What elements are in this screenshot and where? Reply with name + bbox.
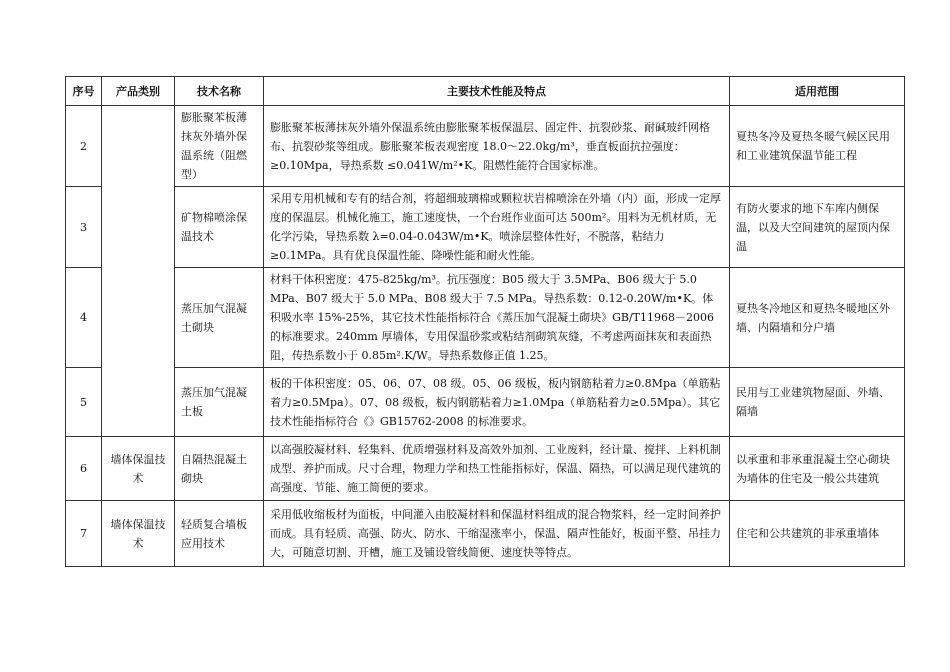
header-category: 产品类别 bbox=[102, 77, 175, 106]
row-number: 4 bbox=[66, 268, 102, 368]
application-scope: 民用与工业建筑物屋面、外墙、隔墙 bbox=[730, 368, 905, 437]
application-scope: 住宅和公共建筑的非承重墙体 bbox=[730, 501, 905, 567]
row-number: 7 bbox=[66, 501, 102, 567]
header-no: 序号 bbox=[66, 77, 102, 106]
table-row bbox=[66, 187, 905, 268]
application-scope: 夏热冬冷地区和夏热冬暖地区外墙、内隔墙和分户墙 bbox=[730, 268, 905, 368]
technology-name: 膨胀聚苯板薄抹灰外墙外保温系统（阻燃型） bbox=[175, 106, 264, 187]
table-header-row bbox=[66, 77, 905, 106]
technology-name: 矿物棉喷涂保温技术 bbox=[175, 187, 264, 268]
technology-features: 以高强胶凝材料、轻集料、优质增强材料及高效外加剂、工业废料，经计量、搅拌、上料机制成型、养护而成。尺寸合理，物理力学和热工性能指标好，保温、隔热，可以满足现代建筑的高强度、节能、施工简便的要求。 bbox=[264, 437, 730, 501]
technology-features: 采用低收缩板材为面板，中间灌入由胶凝材料和保温材料组成的混合物浆料，经一定时间养护而成。具有轻质、高强、防火、防水、干缩湿涨率小，保温、隔声性能好，板面平整、吊挂力大，可随意切割、开槽，施工及铺设管线简便、速度快等特点。 bbox=[264, 501, 730, 567]
technology-features: 采用专用机械和专有的结合剂，将超细玻璃棉或颗粒状岩棉喷涂在外墙（内）面，形成一定厚度的保温层。机械化施工，施工速度快，一个台班作业面可达 500m²。用料为无机材质，无化学污染，导热系数 λ=0.04-0.043W/m•K。喷涂层整体性好，不脱落，粘结力≥0.1MPa。具有优良保温性能、降噪性能和耐火性能。 bbox=[264, 187, 730, 268]
technology-name: 轻质复合墙板应用技术 bbox=[175, 501, 264, 567]
row-number: 6 bbox=[66, 437, 102, 501]
row-number: 3 bbox=[66, 187, 102, 268]
row-category bbox=[102, 106, 175, 437]
technology-features: 材料干体积密度：475-825kg/m³。抗压强度：B05 级大于 3.5MPa、B06 级大于 5.0 MPa、B07 级大于 5.0 MPa、B08 级大于 7.5 MPa。导热系数：0.12-0.20W/m•K。体积吸水率 15%-25%，其它技术性能指标符合《蒸压加气混凝土砌块》GB/T11968－2006 的标准要求。240mm 厚墙体，专用保温砂浆或粘结剂砌筑灰缝，不考虑两面抹灰和表面热阻，传热系数小于 0.85m².K/W。导热系数修正值 1.25。 bbox=[264, 268, 730, 368]
row-number: 5 bbox=[66, 368, 102, 437]
table-row bbox=[66, 501, 905, 567]
application-scope: 夏热冬冷及夏热冬暖气候区民用和工业建筑保温节能工程 bbox=[730, 106, 905, 187]
header-scope: 适用范围 bbox=[730, 77, 905, 106]
technology-name: 蒸压加气混凝土板 bbox=[175, 368, 264, 437]
table-row bbox=[66, 437, 905, 501]
row-category: 墙体保温技术 bbox=[102, 437, 175, 501]
technology-features: 膨胀聚苯板薄抹灰外墙外保温系统由膨胀聚苯板保温层、固定件、抗裂砂浆、耐碱玻纤网格布、抗裂砂浆等组成。膨胀聚苯板表观密度 18.0～22.0kg/m³，垂直板面抗拉强度：≥0.10Mpa，导热系数 ≤0.041W/m²•K。阻燃性能符合国家标准。 bbox=[264, 106, 730, 187]
application-scope: 有防火要求的地下车库内侧保温，以及大空间建筑的屋顶内保温 bbox=[730, 187, 905, 268]
application-scope: 以承重和非承重混凝土空心砌块为墙体的住宅及一般公共建筑 bbox=[730, 437, 905, 501]
technology-name: 自隔热混凝土砌块 bbox=[175, 437, 264, 501]
row-category: 墙体保温技术 bbox=[102, 501, 175, 567]
technology-table bbox=[65, 76, 905, 567]
table-row bbox=[66, 368, 905, 437]
table-row bbox=[66, 106, 905, 187]
technology-name: 蒸压加气混凝土砌块 bbox=[175, 268, 264, 368]
table-row bbox=[66, 268, 905, 368]
technology-features: 板的干体积密度：05、06、07、08 级。05、06 级板，板内钢筋粘着力≥0.8Mpa（单筋粘着力≥0.5Mpa）。07、08 级板，板内钢筋粘着力≥1.0Mpa（单筋粘着力≥0.5Mpa）。其它技术性能指标符合《》GB15762-2008 的标准要求。 bbox=[264, 368, 730, 437]
header-features: 主要技术性能及特点 bbox=[264, 77, 730, 106]
header-name: 技术名称 bbox=[175, 77, 264, 106]
row-number: 2 bbox=[66, 106, 102, 187]
